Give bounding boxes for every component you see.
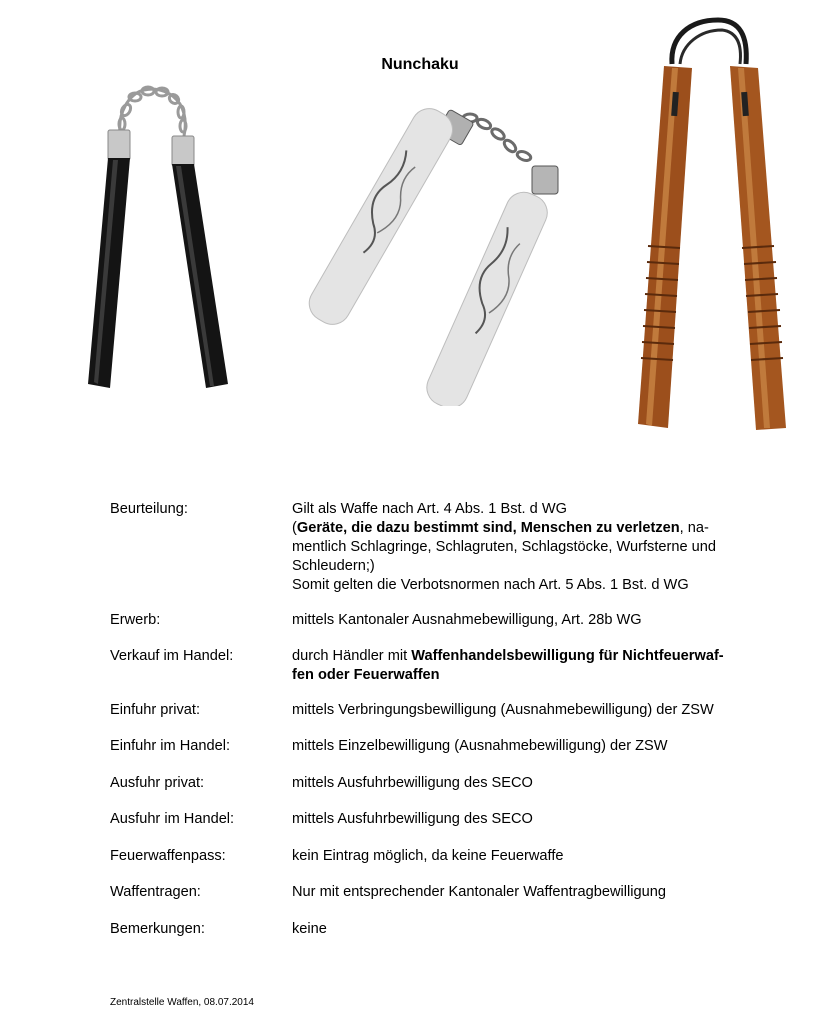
- value-ausfuhr-privat: mittels Ausfuhrbewilligung des SECO: [292, 775, 533, 791]
- verkauf-pre: durch Händler mit: [292, 648, 412, 664]
- verkauf-line-1: [292, 647, 762, 666]
- label-ausfuhr-privat: Ausfuhr privat:: [110, 775, 205, 791]
- label-verkauf-im-handel: Verkauf im Handel:: [110, 648, 234, 664]
- value-feuerwaffenpass: kein Eintrag möglich, da keine Feuerwaffe: [292, 848, 564, 864]
- label-erwerb: Erwerb:: [110, 612, 161, 628]
- beurteilung-line-1: Gilt als Waffe nach Art. 4 Abs. 1 Bst. d WG: [292, 501, 567, 517]
- label-bemerkungen: Bemerkungen:: [110, 921, 205, 937]
- beurteilung-line-3: mentlich Schlagringe, Schlagruten, Schlagstöcke, Wurfsterne und: [292, 539, 716, 555]
- label-feuerwaffenpass: Feuerwaffenpass:: [110, 848, 226, 864]
- verkauf-bold-2: fen oder Feuerwaffen: [292, 667, 440, 683]
- beurteilung-bold: Geräte, die dazu bestimmt sind, Menschen zu verletzen: [296, 520, 680, 536]
- page-footer: Zentralstelle Waffen, 08.07.2014: [110, 997, 254, 1008]
- value-erwerb: mittels Kantonaler Ausnahmebewilligung, Art. 28b WG: [292, 612, 642, 628]
- paren-open: (: [292, 520, 297, 536]
- beurteilung-rest: , na-: [679, 520, 709, 536]
- value-beurteilung: [292, 500, 762, 595]
- label-einfuhr-privat: Einfuhr privat:: [110, 702, 201, 718]
- beurteilung-line-4: Schleudern;): [292, 558, 375, 574]
- beurteilung-line-2: [292, 519, 762, 538]
- label-waffentragen: Waffentragen:: [110, 884, 201, 900]
- value-einfuhr-im-handel: mittels Einzelbewilligung (Ausnahmebewilligung) der ZSW: [292, 738, 668, 754]
- label-einfuhr-im-handel: Einfuhr im Handel:: [110, 738, 231, 754]
- value-bemerkungen: keine: [292, 921, 327, 937]
- value-einfuhr-privat: mittels Verbringungsbewilligung (Ausnahmebewilligung) der ZSW: [292, 702, 714, 718]
- value-waffentragen: Nur mit entsprechender Kantonaler Waffentragbewilligung: [292, 884, 666, 900]
- black-nunchaku-image: [80, 84, 240, 394]
- value-verkauf-im-handel: [292, 647, 762, 685]
- beurteilung-line-5: Somit gelten die Verbotsnormen nach Art. 5 Abs. 1 Bst. d WG: [292, 577, 689, 593]
- page-title: Nunchaku: [381, 56, 459, 73]
- value-ausfuhr-im-handel: mittels Ausfuhrbewilligung des SECO: [292, 811, 533, 827]
- label-beurteilung: Beurteilung:: [110, 501, 188, 517]
- label-ausfuhr-im-handel: Ausfuhr im Handel:: [110, 811, 235, 827]
- verkauf-bold-1: Waffenhandelsbewilligung für Nichtfeuerwaf-: [411, 648, 724, 664]
- white-nunchaku-image: [270, 106, 570, 406]
- wooden-nunchaku-image: [620, 16, 800, 434]
